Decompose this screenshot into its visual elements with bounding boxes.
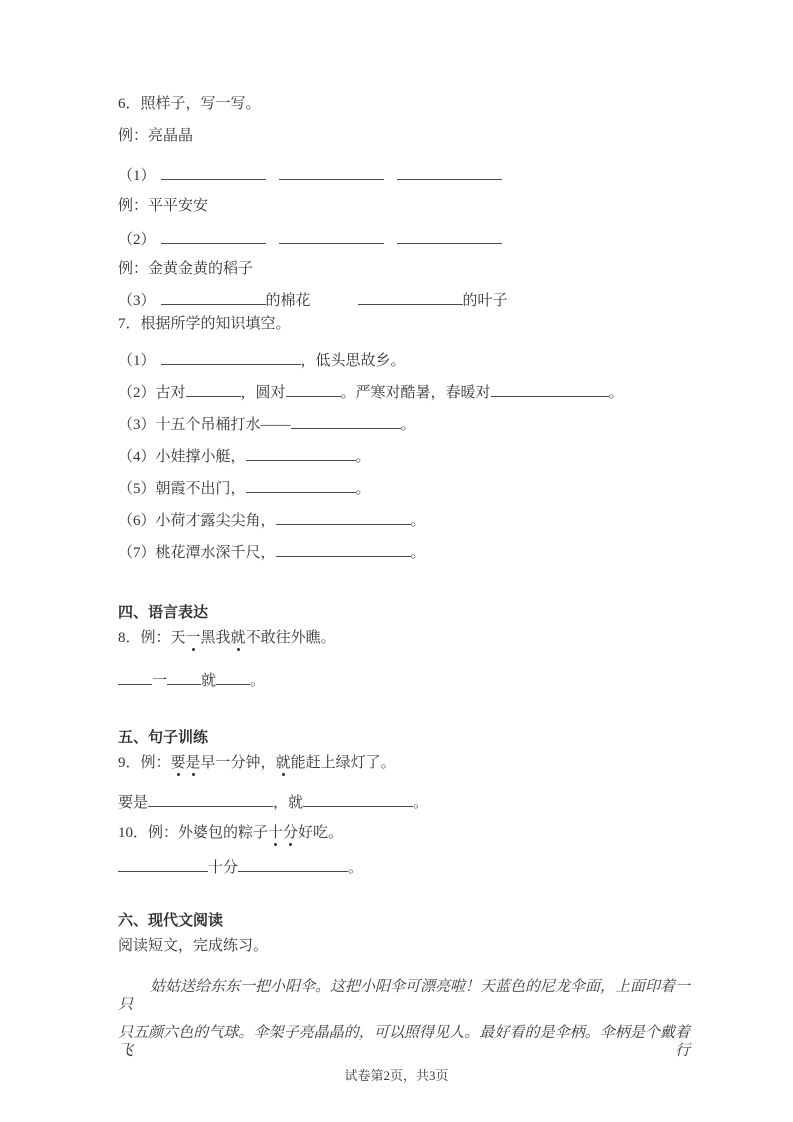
emphasis-dot — [282, 773, 285, 776]
item-text: 。 — [355, 481, 371, 497]
answer-blank — [161, 230, 266, 244]
answer-blank — [279, 166, 384, 180]
section-4-heading: 四、语言表达 — [118, 604, 209, 621]
item-number: （4） — [118, 449, 156, 465]
emphasis-dot — [289, 843, 292, 846]
item-number: （6） — [118, 513, 156, 529]
question-7-title: 7．根据所学的知识填空。 — [118, 316, 291, 332]
passage-line-2: 只五颜六色的气球。伞架子亮晶晶的，可以照得见人。最好看的是伞柄。伞柄是个戴着飞行 — [118, 1025, 690, 1059]
answer-blank — [291, 415, 401, 429]
emphasis-dot — [192, 648, 195, 651]
item-text: 小娃撑小艇， — [155, 449, 246, 465]
q8-answer-line — [118, 671, 690, 687]
item-number: （7） — [118, 545, 156, 561]
answer-blank — [161, 166, 266, 180]
q10-answer-line — [118, 858, 690, 874]
item-text: 。 — [410, 545, 426, 561]
passage-line-1: 姑姑送给东东一把小阳伞。这把小阳伞可漂亮啦！天蓝色的尼龙伞面，上面印着一只 — [118, 979, 691, 1013]
answer-blank — [491, 383, 609, 397]
answer-blank — [238, 858, 348, 872]
answer-blank — [216, 671, 250, 685]
question-6-title: 6．照样子，写一写。 — [118, 96, 261, 112]
answer-blank — [246, 479, 356, 493]
q7-item-7 — [118, 543, 690, 559]
pattern-word: 一 — [152, 673, 168, 689]
answer-blank — [358, 291, 463, 305]
emphasis-dot — [192, 773, 195, 776]
pattern-word: 。 — [413, 795, 429, 811]
answer-blank — [246, 447, 356, 461]
q6-example-1: 例：亮晶晶 — [118, 128, 194, 144]
phrase-suffix: 的棉花 — [265, 293, 311, 309]
pattern-word: 要是 — [118, 795, 149, 811]
pattern-word: 。 — [348, 860, 364, 876]
emphasized-char: 就 — [276, 755, 291, 771]
pattern-word: ，就 — [273, 795, 304, 811]
q9-example-sentence: 9．例：要 是 早一分钟，就 能赶上绿灯了。 — [118, 755, 690, 771]
item-number: （2） — [118, 385, 156, 401]
item-text: 桃花潭水深千尺， — [155, 545, 276, 561]
q6-example-2: 例：平平安安 — [118, 198, 209, 214]
item-number: （3） — [118, 417, 156, 433]
answer-blank — [279, 230, 384, 244]
q7-item-1 — [118, 351, 690, 367]
answer-blank — [303, 793, 413, 807]
emphasis-dot — [237, 648, 240, 651]
answer-blank — [118, 858, 208, 872]
q7-item-5 — [118, 479, 690, 495]
emphasized-char: 十 — [268, 825, 283, 841]
emphasized-char: 要 — [171, 755, 186, 771]
item-number: （1） — [118, 353, 156, 369]
item-text: ，低头思故乡。 — [300, 353, 406, 369]
answer-blank — [167, 671, 201, 685]
q7-item-3 — [118, 415, 690, 431]
pattern-word: 十分 — [208, 860, 239, 876]
q6-answer-line-2 — [118, 230, 690, 246]
section-5-heading: 五、句子训练 — [118, 729, 209, 746]
reading-instruction: 阅读短文，完成练习。 — [118, 938, 269, 954]
section-6-heading: 六、现代文阅读 — [118, 912, 224, 929]
item-text: ，圆对 — [240, 385, 286, 401]
q6-answer-line-1 — [118, 166, 690, 182]
answer-blank — [148, 793, 273, 807]
q6-answer-line-3 — [118, 291, 690, 307]
q10-example-sentence: 10．例：外婆包的粽子十 分 好吃。 — [118, 825, 690, 841]
item-text: 。 — [400, 417, 416, 433]
item-text: 小荷才露尖尖角， — [155, 513, 276, 529]
emphasis-dot — [177, 773, 180, 776]
emphasized-char: 分 — [283, 825, 298, 841]
answer-blank — [276, 543, 411, 557]
item-number: （1） — [118, 168, 156, 184]
q9-answer-line — [118, 793, 690, 809]
emphasized-char: 就 — [231, 630, 246, 646]
item-number: （5） — [118, 481, 156, 497]
item-text: 。 — [410, 513, 426, 529]
emphasized-char: 是 — [186, 755, 201, 771]
item-text: 。严寒对酷暑，春暖对 — [340, 385, 491, 401]
item-text: 十五个吊桶打水—— — [155, 417, 291, 433]
pattern-word: 。 — [250, 673, 266, 689]
q8-example-sentence: 8．例：天一 黑我就 不敢往外瞧。 — [118, 630, 690, 646]
answer-blank — [397, 166, 502, 180]
phrase-suffix: 的叶子 — [462, 293, 508, 309]
q7-item-2 — [118, 383, 690, 399]
item-number: （3） — [118, 293, 156, 309]
page-number-footer: 试卷第2页，共3页 — [344, 1068, 449, 1083]
answer-blank — [161, 291, 266, 305]
answer-blank — [276, 511, 411, 525]
answer-blank — [118, 671, 152, 685]
item-text: 。 — [608, 385, 624, 401]
answer-blank — [161, 351, 301, 365]
item-text: 朝霞不出门， — [155, 481, 246, 497]
answer-blank — [286, 383, 341, 397]
q7-item-4 — [118, 447, 690, 463]
pattern-word: 就 — [201, 673, 217, 689]
item-text: 古对 — [155, 385, 186, 401]
item-text: 。 — [355, 449, 371, 465]
answer-blank — [397, 230, 502, 244]
item-number: （2） — [118, 232, 156, 248]
emphasis-dot — [274, 843, 277, 846]
q6-example-3: 例：金黄金黄的稻子 — [118, 261, 254, 277]
emphasized-char: 一 — [186, 630, 201, 646]
answer-blank — [186, 383, 241, 397]
q7-item-6 — [118, 511, 690, 527]
